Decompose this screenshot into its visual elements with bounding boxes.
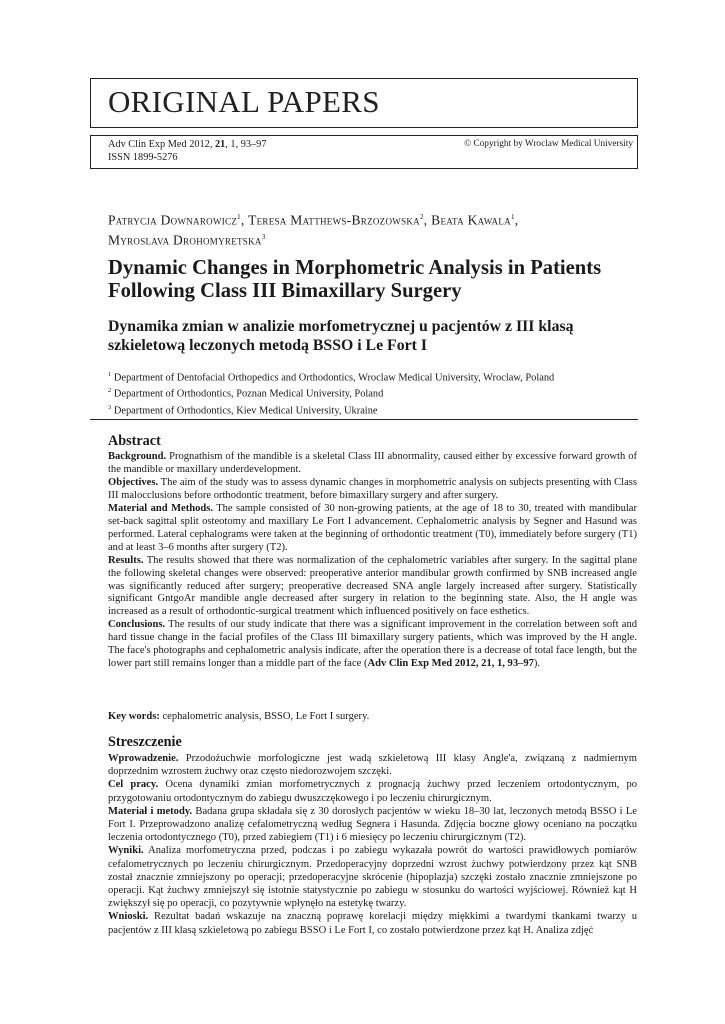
streszczenie-wprowadzenie	[108, 752, 637, 778]
streszczenie-text: Przodożuchwie morfologiczne jest wadą szkieletową III klasy Angle'a, związaną z nadmiernym doprzednim wzrostem żuchwy oraz często niedorozwojem szczęki.	[108, 753, 637, 778]
horizontal-divider	[90, 419, 638, 420]
streszczenie-text: Badana grupa składała się z 30 dorosłych pacjentów w wieku 18–30 lat, leczonych metodą BSSO i Le Fort I. Przeprowadzono analizę cefalometryczną według Segnera i Hasunda. Zdjęcia boczne głowy oceniano na początku leczenia ortodontycznego (T0), przed zabiegiem (T1) i 6 miesięcy po leczeniu chirurgicznym (T2).	[108, 805, 637, 844]
affiliation-text: Department of Orthodontics, Poznan Medical University, Poland	[113, 388, 384, 400]
abstract-text: The sample consisted of 30 non-growing patients, at the age of 18 to 30, treated with mandibular set-back sagittal split osteotomy and maxillary Le Fort I advancement. Cephalometric analysis by Segner and Hasund was performed. Lateral cephalograms were taken at the beginning of orthodontic treatment (T0), immediately before surgery (T1) and at least 3–6 months after surgery (T2).	[108, 502, 637, 553]
affiliation-list	[108, 369, 638, 418]
keywords-label: Key words:	[108, 711, 160, 722]
author-name: Beata Kawala	[431, 212, 511, 228]
abstract-text: The results of our study indicate that there was a significant improvement in the correlation between soft and hard tissue change in the facial profiles of the Class III bimaxillary surgery patients, which was improved by the H angle. The face's photographs and cephalometric analysis indicate, after the operation there is a decrease of total face length, but the lower part still remains longer than a middle part of the face (	[108, 619, 637, 670]
abstract-heading: Abstract	[108, 433, 161, 449]
affiliation-number: 2	[108, 387, 112, 395]
author-affiliation-mark: 1	[510, 213, 515, 221]
author-name: Patrycja Downarowicz	[108, 212, 238, 228]
author-separator: ,	[423, 212, 432, 228]
author-list	[108, 209, 628, 248]
affiliation-item	[108, 369, 638, 385]
streszczenie-text: Ocena dynamiki zmian morfometrycznych z prognacją żuchwy przed leczeniem ortodontycznym, po przygotowaniu ortodontycznym do zabiegu dwuszczękowego i po leczeniu chirurgicznym.	[108, 779, 637, 804]
abstract-methods	[108, 503, 637, 555]
streszczenie-heading: Streszczenie	[108, 734, 182, 750]
affiliation-text: Department of Dentofacial Orthopedics and Orthodontics, Wroclaw Medical University, Wroclaw, Poland	[113, 372, 555, 384]
author-affiliation-mark: 1	[237, 213, 241, 221]
author-affiliation-mark: 3	[261, 232, 266, 241]
abstract-results	[108, 555, 637, 620]
abstract-label: Background.	[108, 451, 167, 462]
affiliation-text: Department of Orthodontics, Kiev Medical University, Ukraine	[113, 405, 378, 416]
journal-citation	[108, 139, 266, 164]
streszczenie-text: Rezultat badań wskazuje na znaczną poprawę korelacji między miękkimi a twardymi tkankami twarzy u pacjentów z III klasą szkieletową po zabiegu BSSO i Le Fort I, co zostało potwierdzone przez kąt H. Analiza zdjęć	[108, 911, 637, 936]
streszczenie-material	[108, 805, 637, 845]
streszczenie-text: Analiza morfometryczna przed, podczas i po zabiegu wykazała powrót do wartości prawidłowych pomiarów cefalometrycznych po leczeniu chirurgicznym. Przedoperacyjny doprzedni wzrost żuchwy potwierdzony przez kąt SNB został znacznie zmniejszony po operacji; przedoperacyjne skrócenie (hipoplazja) szczęki zostało znacznie zmniejszone po operacji. Kąt żuchwy zmniejszył się istotnie statystycznie po zabiegu w stosunku do wartości wyjściowej. Również kąt H zwiększył się po operacji, co pozytywnie wpłynęło na estetykę twarzy.	[108, 845, 637, 910]
streszczenie-body	[108, 752, 637, 937]
affiliation-number: 1	[108, 371, 112, 378]
copyright-notice: © Copyright by Wroclaw Medical University	[464, 139, 633, 149]
streszczenie-cel	[108, 778, 637, 804]
affiliation-item	[108, 402, 638, 418]
author-separator: ,	[240, 212, 249, 228]
abstract-label: Objectives.	[108, 476, 159, 488]
streszczenie-wnioski	[108, 910, 637, 936]
article-title-english: Dynamic Changes in Morphometric Analysis in Patients Following Class III Bimaxillary Surgery	[108, 257, 602, 302]
streszczenie-label: Materiał i metody.	[108, 805, 193, 817]
abstract-text: ).	[533, 658, 541, 670]
citation-prefix: Adv Clin Exp Med 2012,	[108, 139, 215, 150]
abstract-label: Conclusions.	[108, 619, 166, 631]
section-title: ORIGINAL PAPERS	[108, 84, 380, 119]
article-title-polish: Dynamika zmian w analizie morfometrycznej u pacjentów z III klasą szkieletową leczonych metodą BSSO i Le Fort I	[108, 318, 574, 354]
abstract-citation: Adv Clin Exp Med 2012, 21, 1, 93–97	[367, 658, 534, 670]
streszczenie-label: Wnioski.	[108, 911, 149, 923]
author-separator: ,	[514, 212, 519, 228]
keywords-text: cephalometric analysis, BSSO, Le Fort I surgery.	[159, 711, 370, 722]
abstract-background	[108, 451, 637, 477]
affiliation-number: 3	[108, 403, 112, 411]
abstract-label: Results.	[108, 554, 144, 566]
author-name: Teresa Matthews-Brzozowska	[248, 212, 420, 228]
affiliation-item	[108, 385, 638, 401]
abstract-text: Prognathism of the mandible is a skeletal Class III abnormality, caused either by excessive forward growth of the mandible or maxillary underdevelopment.	[108, 451, 637, 475]
author-affiliation-mark: 2	[419, 213, 424, 221]
author-name: Myroslava Drohomyretska	[108, 232, 262, 247]
abstract-body	[108, 451, 637, 671]
abstract-label: Material and Methods.	[108, 502, 213, 514]
streszczenie-label: Wprowadzenie.	[108, 753, 179, 764]
abstract-text: The aim of the study was to assess dynamic changes in morphometric analysis on subjects presenting with Class III malocclusions before orthodontic treatment, before bimaxillary surgery and after surgery.	[108, 476, 637, 501]
streszczenie-label: Cel pracy.	[108, 779, 159, 791]
citation-issn: ISSN 1899-5276	[108, 151, 178, 163]
citation-volume: 21	[214, 139, 226, 150]
abstract-conclusions	[108, 619, 637, 671]
keywords	[108, 711, 637, 722]
streszczenie-label: Wyniki.	[108, 845, 144, 857]
citation-suffix: , 1, 93–97	[225, 139, 267, 150]
streszczenie-wyniki	[108, 844, 637, 910]
abstract-text: The results showed that there was normalization of the cephalometric variables after surgery. In the sagittal plane the following skeletal changes were observed: preoperative anterior mandibular growth confirmed by SNB increased angle was significantly reduced after surgery; preoperative decreased SNA angle largely increased after surgery. Statistically significant GntgoAr mandible angle decreased after surgery in relation to the beginning state. Also, the H angle was increased as a result of orthodontic-surgical treatment which influenced positively on face esthetics.	[108, 554, 637, 618]
abstract-objectives	[108, 477, 637, 503]
